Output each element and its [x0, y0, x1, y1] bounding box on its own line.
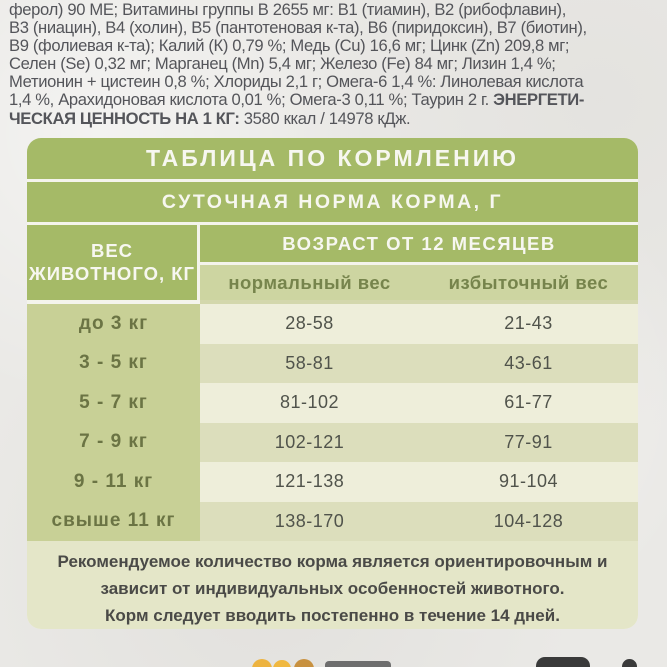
note-line: зависит от индивидуальных особенностей животного. [100, 579, 565, 598]
energy-value-label: ЧЕСКАЯ ЦЕННОСТЬ НА 1 КГ: [9, 108, 240, 128]
composition-line: ферол) 90 МЕ; Витамины группы В 2655 мг: В1 (тиамин), В2 (рибофлавин), [9, 0, 566, 19]
weight-label: 9 - 11 кг [73, 470, 154, 492]
table-row [200, 383, 638, 423]
table-row [200, 423, 638, 463]
composition-line: Селен (Se) 0,32 мг; Марганец (Mn) 5,4 мг; Железо (Fe) 84 мг; Лизин 1,4 %; [9, 54, 556, 74]
feeding-table [27, 138, 638, 629]
normal-weight-header: нормальный вес [228, 271, 391, 293]
kibble-icon [273, 660, 291, 667]
overweight-value: 104-128 [493, 510, 564, 531]
subheader-row [200, 265, 638, 300]
composition-text [9, 1, 664, 128]
bowl-icon [325, 661, 391, 667]
device-icon [536, 657, 590, 667]
table-row [200, 304, 638, 344]
weight-label: до 3 кг [78, 312, 149, 334]
weight-label: 3 - 5 кг [79, 352, 148, 374]
weight-label: 5 - 7 кг [79, 391, 148, 413]
composition-line: 1,4 %, Арахидоновая кислота 0,01 %; Омега-3 0,11 %; Таурин 2 г. ЭНЕРГЕТИ- [9, 90, 585, 110]
table-header-row [27, 225, 638, 300]
overweight-value: 21-43 [504, 313, 553, 334]
table-body [27, 304, 638, 541]
age-column-header: ВОЗРАСТ ОТ 12 МЕСЯЦЕВ [200, 225, 638, 262]
table-row [200, 502, 638, 542]
weight-label: 7 - 9 кг [79, 431, 148, 453]
overweight-value: 61-77 [504, 392, 553, 413]
weight-label-column [27, 304, 200, 541]
feeding-table-title: ТАБЛИЦА ПО КОРМЛЕНИЮ [27, 138, 638, 179]
dot-icon [622, 659, 637, 667]
kibble-icon [252, 659, 272, 667]
kibble-icon [294, 659, 314, 667]
note-line: Рекомендуемое количество корма является ориентировочным и [57, 552, 608, 571]
overweight-value: 91-104 [498, 471, 559, 492]
normal-value: 81-102 [279, 392, 340, 413]
composition-line: В3 (ниацин), В4 (холин), В5 (пантотеновая к-та), В6 (пиридоксин), В7 (биотин), [9, 18, 587, 38]
overweight-value: 43-61 [504, 352, 553, 373]
weight-column-header: ВЕС ЖИВОТНОГО, КГ [27, 225, 197, 300]
age-header-group [200, 225, 638, 300]
daily-norm-subtitle: СУТОЧНАЯ НОРМА КОРМА, Г [27, 182, 638, 222]
table-row [200, 462, 638, 502]
overweight-header: избыточный вес [448, 271, 609, 293]
table-row [200, 344, 638, 384]
feeding-recommendation-note [27, 541, 638, 629]
feeding-values-area [200, 304, 638, 541]
normal-value: 28-58 [285, 313, 334, 334]
normal-value: 138-170 [274, 510, 345, 531]
overweight-value: 77-91 [504, 431, 553, 452]
composition-line: ЧЕСКАЯ ЦЕННОСТЬ НА 1 КГ: 3580 ккал / 14978 кДж. [9, 108, 411, 128]
normal-value: 102-121 [274, 431, 345, 452]
normal-value: 58-81 [285, 352, 334, 373]
composition-line: Метионин + цистеин 0,8 %; Хлориды 2,1 г; Омега-6 1,4 %: Линолевая кислота [9, 72, 584, 92]
weight-label: свыше 11 кг [51, 510, 176, 532]
note-line: Корм следует вводить постепенно в течение 14 дней. [105, 606, 560, 625]
composition-line: В9 (фолиевая к-та); Калий (К) 0,79 %; Медь (Cu) 16,6 мг; Цинк (Zn) 209,8 мг; [9, 36, 570, 56]
normal-value: 121-138 [274, 471, 345, 492]
energy-value-label: ЭНЕРГЕТИ- [493, 90, 585, 110]
